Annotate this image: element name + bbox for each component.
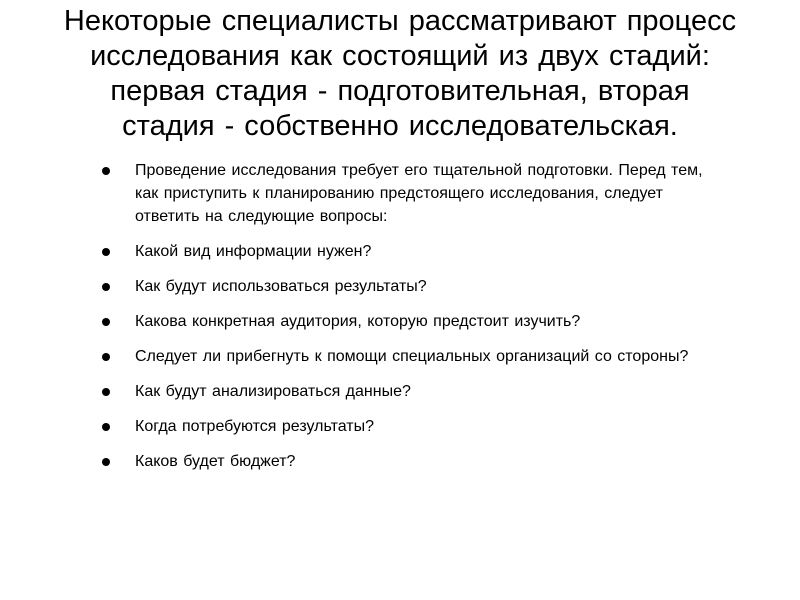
bullet-icon <box>102 167 110 175</box>
bullet-item <box>102 450 712 473</box>
bullet-text: Какова конкретная аудитория, которую предстоит изучить? <box>135 313 581 330</box>
bullet-text: Следует ли прибегнуть к помощи специальных организаций со стороны? <box>135 348 689 365</box>
bullet-text: Когда потребуются результаты? <box>135 418 374 435</box>
bullet-item <box>102 275 712 298</box>
bullet-item <box>102 240 712 263</box>
bullet-icon <box>102 283 110 291</box>
bullet-icon <box>102 388 110 396</box>
bullet-text: Как будут анализироваться данные? <box>135 383 411 400</box>
bullet-text: Проведение исследования требует его тщательной подготовки. Перед тем, как приступить к планированию предстоящего исследования, следует ответить на следующие вопросы: <box>135 162 703 225</box>
bullet-icon <box>102 248 110 256</box>
bullet-icon <box>102 318 110 326</box>
bullet-item <box>102 415 712 438</box>
bullet-list <box>102 159 712 473</box>
bullet-icon <box>102 353 110 361</box>
slide-title: Некоторые специалисты рассматривают процесс исследования как состоящий из двух стадий: первая стадия - подготовительная, вторая стадия - собственно исследовательская. <box>63 5 737 142</box>
bullet-item <box>102 380 712 403</box>
bullet-text: Какой вид информации нужен? <box>135 243 372 260</box>
bullet-item <box>102 345 712 368</box>
bullet-icon <box>102 423 110 431</box>
bullet-icon <box>102 458 110 466</box>
bullet-item <box>102 310 712 333</box>
bullet-text: Каков будет бюджет? <box>135 453 296 470</box>
bullet-text: Как будут использоваться результаты? <box>135 278 427 295</box>
bullet-item <box>102 159 712 228</box>
